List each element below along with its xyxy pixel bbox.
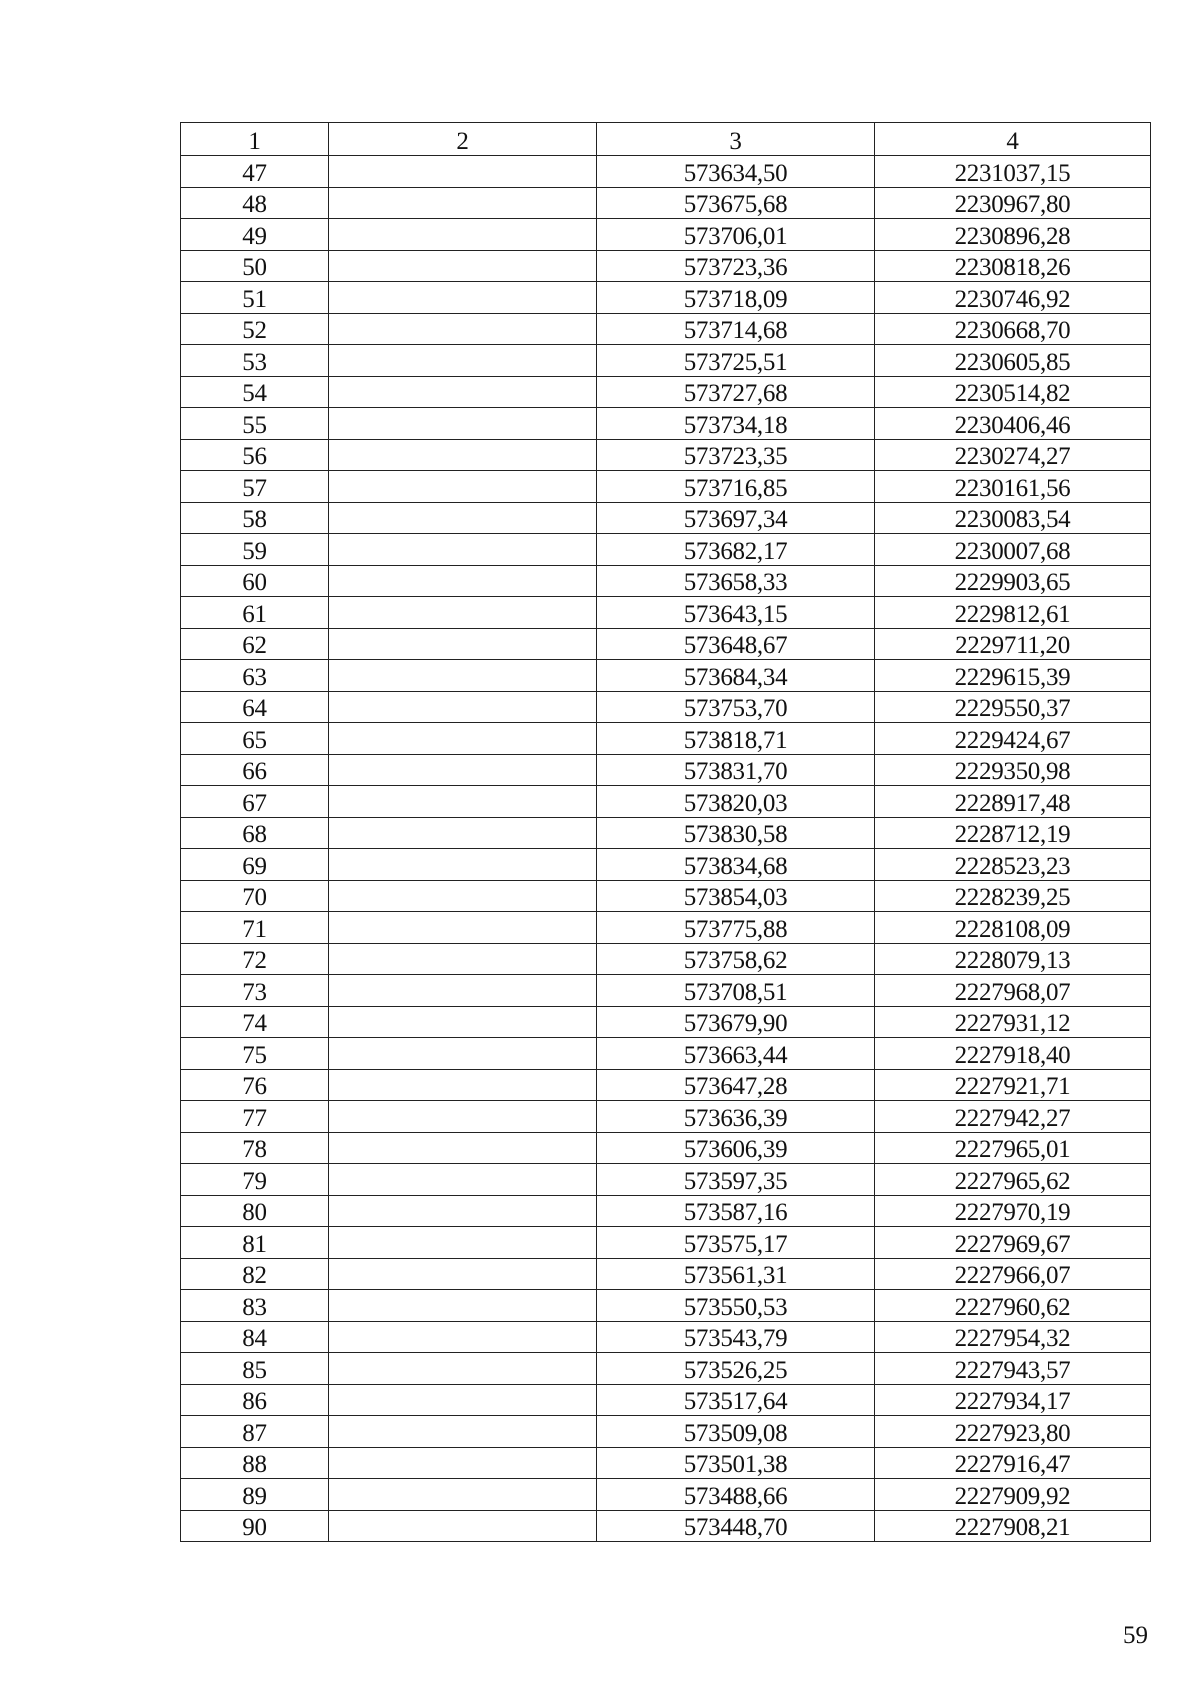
table-row <box>181 1416 1151 1448</box>
point-number-cell: 82 <box>181 1258 329 1290</box>
coordinate-x-cell: 573727,68 <box>597 376 875 408</box>
coordinate-y-cell: 2227916,47 <box>875 1447 1151 1479</box>
coordinate-x-cell: 573758,62 <box>597 943 875 975</box>
point-number-cell: 50 <box>181 250 329 282</box>
point-number-cell: 88 <box>181 1447 329 1479</box>
coordinate-x-cell: 573501,38 <box>597 1447 875 1479</box>
empty-cell <box>329 1038 597 1070</box>
table-row <box>181 1164 1151 1196</box>
coordinate-x-cell: 573708,51 <box>597 975 875 1007</box>
coordinate-x-cell: 573723,36 <box>597 250 875 282</box>
coordinate-x-cell: 573448,70 <box>597 1510 875 1542</box>
coordinate-x-cell: 573517,64 <box>597 1384 875 1416</box>
point-number-cell: 68 <box>181 817 329 849</box>
table-row <box>181 1447 1151 1479</box>
coordinate-y-cell: 2228523,23 <box>875 849 1151 881</box>
point-number-cell: 55 <box>181 408 329 440</box>
coordinate-y-cell: 2231037,15 <box>875 156 1151 188</box>
coordinate-x-cell: 573543,79 <box>597 1321 875 1353</box>
table-row <box>181 1384 1151 1416</box>
table-row <box>181 1101 1151 1133</box>
coordinates-table <box>180 122 1151 1542</box>
coordinate-y-cell: 2229812,61 <box>875 597 1151 629</box>
point-number-cell: 79 <box>181 1164 329 1196</box>
point-number-cell: 67 <box>181 786 329 818</box>
coordinate-x-cell: 573509,08 <box>597 1416 875 1448</box>
coordinate-x-cell: 573753,70 <box>597 691 875 723</box>
empty-cell <box>329 1353 597 1385</box>
table-row <box>181 597 1151 629</box>
point-number-cell: 63 <box>181 660 329 692</box>
table-row <box>181 408 1151 440</box>
table-row <box>181 313 1151 345</box>
table-row <box>181 1479 1151 1511</box>
header-col-4: 4 <box>875 123 1151 156</box>
empty-cell <box>329 943 597 975</box>
point-number-cell: 51 <box>181 282 329 314</box>
table-row <box>181 1038 1151 1070</box>
empty-cell <box>329 1447 597 1479</box>
coordinate-y-cell: 2227934,17 <box>875 1384 1151 1416</box>
table-row <box>181 187 1151 219</box>
coordinate-x-cell: 573830,58 <box>597 817 875 849</box>
empty-cell <box>329 975 597 1007</box>
point-number-cell: 77 <box>181 1101 329 1133</box>
coordinate-y-cell: 2227931,12 <box>875 1006 1151 1038</box>
coordinate-x-cell: 573775,88 <box>597 912 875 944</box>
empty-cell <box>329 250 597 282</box>
empty-cell <box>329 565 597 597</box>
empty-cell <box>329 1195 597 1227</box>
point-number-cell: 87 <box>181 1416 329 1448</box>
coordinate-y-cell: 2227968,07 <box>875 975 1151 1007</box>
coordinate-y-cell: 2230007,68 <box>875 534 1151 566</box>
point-number-cell: 81 <box>181 1227 329 1259</box>
empty-cell <box>329 691 597 723</box>
table-row <box>181 565 1151 597</box>
coordinate-x-cell: 573716,85 <box>597 471 875 503</box>
point-number-cell: 48 <box>181 187 329 219</box>
point-number-cell: 60 <box>181 565 329 597</box>
coordinate-x-cell: 573587,16 <box>597 1195 875 1227</box>
point-number-cell: 47 <box>181 156 329 188</box>
coordinate-y-cell: 2230967,80 <box>875 187 1151 219</box>
point-number-cell: 89 <box>181 1479 329 1511</box>
coordinate-y-cell: 2227909,92 <box>875 1479 1151 1511</box>
point-number-cell: 80 <box>181 1195 329 1227</box>
table-row <box>181 1195 1151 1227</box>
table-row <box>181 691 1151 723</box>
empty-cell <box>329 156 597 188</box>
table-row <box>181 1227 1151 1259</box>
point-number-cell: 66 <box>181 754 329 786</box>
empty-cell <box>329 597 597 629</box>
table-row <box>181 1069 1151 1101</box>
point-number-cell: 78 <box>181 1132 329 1164</box>
empty-cell <box>329 880 597 912</box>
point-number-cell: 86 <box>181 1384 329 1416</box>
coordinate-y-cell: 2228712,19 <box>875 817 1151 849</box>
point-number-cell: 53 <box>181 345 329 377</box>
coordinate-x-cell: 573679,90 <box>597 1006 875 1038</box>
table-row <box>181 1353 1151 1385</box>
coordinate-x-cell: 573725,51 <box>597 345 875 377</box>
table-row <box>181 1510 1151 1542</box>
table-row <box>181 376 1151 408</box>
coordinate-y-cell: 2227970,19 <box>875 1195 1151 1227</box>
coordinate-x-cell: 573831,70 <box>597 754 875 786</box>
point-number-cell: 62 <box>181 628 329 660</box>
coordinate-y-cell: 2229903,65 <box>875 565 1151 597</box>
point-number-cell: 54 <box>181 376 329 408</box>
coordinate-y-cell: 2228917,48 <box>875 786 1151 818</box>
table-row <box>181 1321 1151 1353</box>
empty-cell <box>329 1069 597 1101</box>
coordinate-y-cell: 2227908,21 <box>875 1510 1151 1542</box>
coordinate-x-cell: 573663,44 <box>597 1038 875 1070</box>
coordinate-x-cell: 573718,09 <box>597 282 875 314</box>
coordinate-y-cell: 2230161,56 <box>875 471 1151 503</box>
table-row <box>181 817 1151 849</box>
coordinate-x-cell: 573597,35 <box>597 1164 875 1196</box>
point-number-cell: 75 <box>181 1038 329 1070</box>
table-row <box>181 502 1151 534</box>
coordinate-x-cell: 573648,67 <box>597 628 875 660</box>
coordinate-y-cell: 2229424,67 <box>875 723 1151 755</box>
point-number-cell: 65 <box>181 723 329 755</box>
empty-cell <box>329 313 597 345</box>
point-number-cell: 85 <box>181 1353 329 1385</box>
coordinate-x-cell: 573734,18 <box>597 408 875 440</box>
table-row <box>181 1290 1151 1322</box>
table-row <box>181 975 1151 1007</box>
header-col-1: 1 <box>181 123 329 156</box>
table-row <box>181 786 1151 818</box>
table-row <box>181 250 1151 282</box>
coordinate-y-cell: 2230514,82 <box>875 376 1151 408</box>
point-number-cell: 64 <box>181 691 329 723</box>
empty-cell <box>329 723 597 755</box>
coordinate-x-cell: 573606,39 <box>597 1132 875 1164</box>
empty-cell <box>329 912 597 944</box>
point-number-cell: 90 <box>181 1510 329 1542</box>
coordinate-y-cell: 2227942,27 <box>875 1101 1151 1133</box>
point-number-cell: 58 <box>181 502 329 534</box>
point-number-cell: 76 <box>181 1069 329 1101</box>
empty-cell <box>329 754 597 786</box>
coordinate-x-cell: 573643,15 <box>597 597 875 629</box>
empty-cell <box>329 1227 597 1259</box>
coordinate-y-cell: 2227943,57 <box>875 1353 1151 1385</box>
empty-cell <box>329 1510 597 1542</box>
coordinate-y-cell: 2227921,71 <box>875 1069 1151 1101</box>
point-number-cell: 57 <box>181 471 329 503</box>
header-row <box>181 123 1151 156</box>
coordinate-y-cell: 2229550,37 <box>875 691 1151 723</box>
table-row <box>181 156 1151 188</box>
point-number-cell: 69 <box>181 849 329 881</box>
table-row <box>181 219 1151 251</box>
coordinate-x-cell: 573526,25 <box>597 1353 875 1385</box>
coordinate-y-cell: 2230274,27 <box>875 439 1151 471</box>
coordinate-y-cell: 2227960,62 <box>875 1290 1151 1322</box>
coordinate-x-cell: 573550,53 <box>597 1290 875 1322</box>
coordinate-x-cell: 573636,39 <box>597 1101 875 1133</box>
coordinate-y-cell: 2228108,09 <box>875 912 1151 944</box>
coordinate-y-cell: 2230668,70 <box>875 313 1151 345</box>
table-row <box>181 471 1151 503</box>
point-number-cell: 49 <box>181 219 329 251</box>
coordinate-y-cell: 2227966,07 <box>875 1258 1151 1290</box>
point-number-cell: 74 <box>181 1006 329 1038</box>
coordinate-y-cell: 2227918,40 <box>875 1038 1151 1070</box>
coordinate-y-cell: 2227923,80 <box>875 1416 1151 1448</box>
coordinate-y-cell: 2230896,28 <box>875 219 1151 251</box>
coordinate-y-cell: 2230406,46 <box>875 408 1151 440</box>
point-number-cell: 52 <box>181 313 329 345</box>
coordinate-x-cell: 573634,50 <box>597 156 875 188</box>
point-number-cell: 61 <box>181 597 329 629</box>
empty-cell <box>329 1321 597 1353</box>
table-row <box>181 723 1151 755</box>
point-number-cell: 83 <box>181 1290 329 1322</box>
table-row <box>181 660 1151 692</box>
coordinate-y-cell: 2228079,13 <box>875 943 1151 975</box>
point-number-cell: 56 <box>181 439 329 471</box>
coordinate-y-cell: 2227954,32 <box>875 1321 1151 1353</box>
empty-cell <box>329 219 597 251</box>
empty-cell <box>329 786 597 818</box>
empty-cell <box>329 534 597 566</box>
table-row <box>181 1132 1151 1164</box>
table-row <box>181 439 1151 471</box>
table-row <box>181 943 1151 975</box>
point-number-cell: 70 <box>181 880 329 912</box>
empty-cell <box>329 345 597 377</box>
table-row <box>181 1006 1151 1038</box>
empty-cell <box>329 282 597 314</box>
empty-cell <box>329 660 597 692</box>
coordinate-x-cell: 573714,68 <box>597 313 875 345</box>
empty-cell <box>329 187 597 219</box>
coordinate-x-cell: 573820,03 <box>597 786 875 818</box>
empty-cell <box>329 408 597 440</box>
coordinate-y-cell: 2227969,67 <box>875 1227 1151 1259</box>
point-number-cell: 71 <box>181 912 329 944</box>
table-row <box>181 345 1151 377</box>
header-col-3: 3 <box>597 123 875 156</box>
coordinate-y-cell: 2230818,26 <box>875 250 1151 282</box>
point-number-cell: 73 <box>181 975 329 1007</box>
empty-cell <box>329 376 597 408</box>
coordinate-x-cell: 573854,03 <box>597 880 875 912</box>
empty-cell <box>329 471 597 503</box>
coordinate-x-cell: 573684,34 <box>597 660 875 692</box>
table-row <box>181 912 1151 944</box>
coordinate-x-cell: 573575,17 <box>597 1227 875 1259</box>
empty-cell <box>329 1416 597 1448</box>
table-header <box>181 123 1151 156</box>
empty-cell <box>329 1164 597 1196</box>
point-number-cell: 72 <box>181 943 329 975</box>
coordinate-x-cell: 573818,71 <box>597 723 875 755</box>
header-col-2: 2 <box>329 123 597 156</box>
table-row <box>181 282 1151 314</box>
page-number: 59 <box>1123 1622 1148 1649</box>
empty-cell <box>329 502 597 534</box>
empty-cell <box>329 628 597 660</box>
table-row <box>181 1258 1151 1290</box>
coordinate-x-cell: 573658,33 <box>597 565 875 597</box>
empty-cell <box>329 1006 597 1038</box>
coordinate-y-cell: 2230083,54 <box>875 502 1151 534</box>
coordinate-x-cell: 573675,68 <box>597 187 875 219</box>
empty-cell <box>329 439 597 471</box>
table-row <box>181 534 1151 566</box>
table-row <box>181 754 1151 786</box>
coordinate-x-cell: 573488,66 <box>597 1479 875 1511</box>
point-number-cell: 84 <box>181 1321 329 1353</box>
empty-cell <box>329 1101 597 1133</box>
coordinate-x-cell: 573682,17 <box>597 534 875 566</box>
coordinate-x-cell: 573647,28 <box>597 1069 875 1101</box>
point-number-cell: 59 <box>181 534 329 566</box>
coordinate-y-cell: 2229711,20 <box>875 628 1151 660</box>
coordinate-y-cell: 2230746,92 <box>875 282 1151 314</box>
coordinate-x-cell: 573697,34 <box>597 502 875 534</box>
table-row <box>181 880 1151 912</box>
table-row <box>181 849 1151 881</box>
coordinate-x-cell: 573834,68 <box>597 849 875 881</box>
coordinate-x-cell: 573561,31 <box>597 1258 875 1290</box>
coordinate-y-cell: 2230605,85 <box>875 345 1151 377</box>
empty-cell <box>329 1290 597 1322</box>
coordinate-y-cell: 2228239,25 <box>875 880 1151 912</box>
coordinate-x-cell: 573723,35 <box>597 439 875 471</box>
empty-cell <box>329 1258 597 1290</box>
empty-cell <box>329 817 597 849</box>
coordinate-y-cell: 2227965,62 <box>875 1164 1151 1196</box>
empty-cell <box>329 849 597 881</box>
empty-cell <box>329 1132 597 1164</box>
coordinate-x-cell: 573706,01 <box>597 219 875 251</box>
empty-cell <box>329 1479 597 1511</box>
empty-cell <box>329 1384 597 1416</box>
coordinate-y-cell: 2227965,01 <box>875 1132 1151 1164</box>
coordinate-y-cell: 2229615,39 <box>875 660 1151 692</box>
coordinate-y-cell: 2229350,98 <box>875 754 1151 786</box>
table-body <box>181 156 1151 1542</box>
table-row <box>181 628 1151 660</box>
